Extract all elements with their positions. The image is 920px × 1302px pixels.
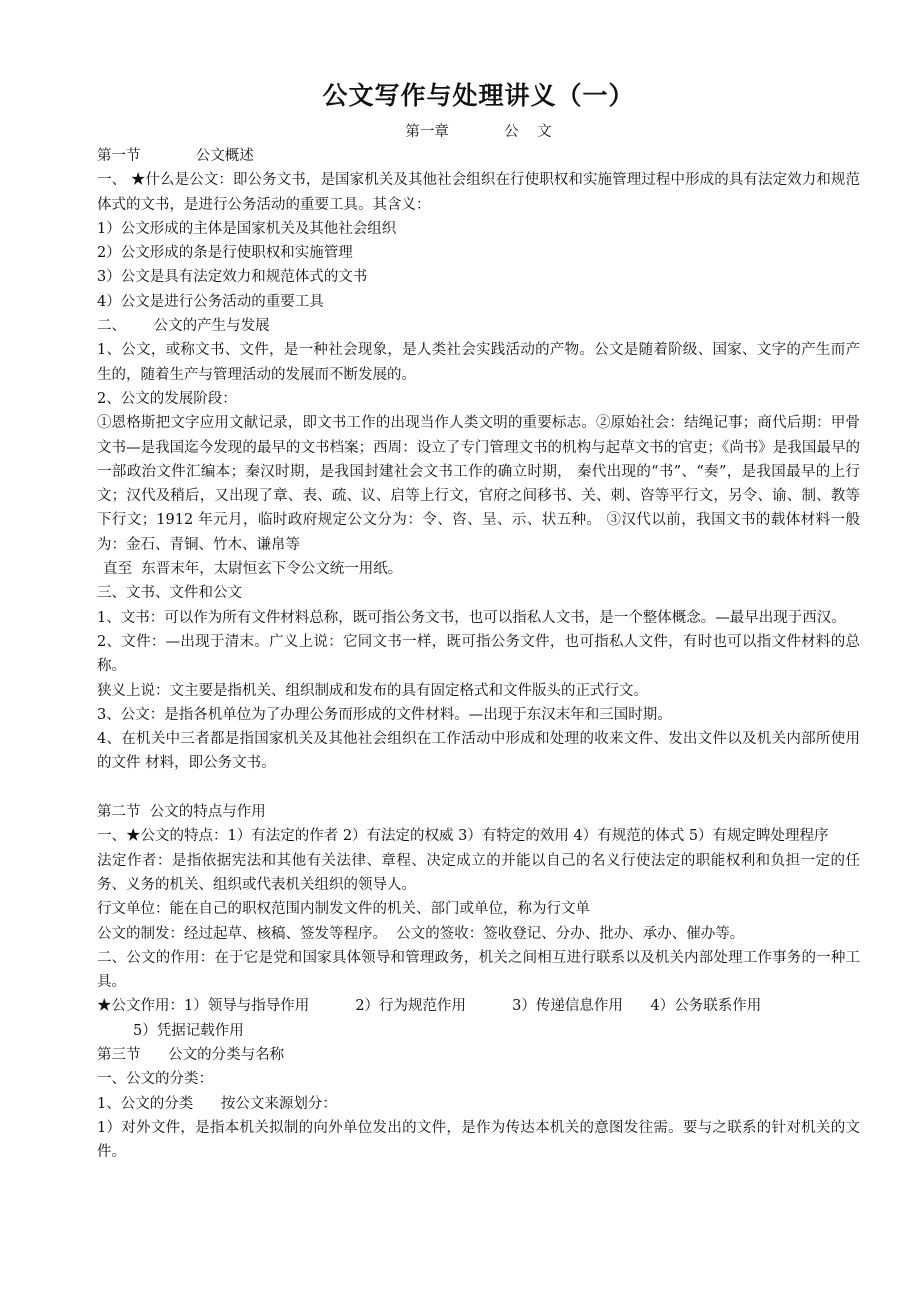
paragraph: 二、公文的作用：在于它是党和国家具体领导和管理政务，机关之间相互进行联系以及机关内部处理工作事务的一种工具。	[97, 949, 860, 991]
chapter-heading: 第一章 公 文	[405, 124, 552, 140]
paragraph: 1）对外文件，是指本机关拟制的向外单位发出的文件，是作为传达本机关的意图发往需。要与之联系的针对机关的文件。	[97, 1119, 860, 1161]
text-line: 2）公文形成的条是行使职权和实施管理	[97, 245, 353, 262]
document-title: 公文写作与处理讲义（一）	[322, 81, 635, 110]
text-line: 1、公文的分类 按公文来源划分：	[97, 1095, 337, 1112]
text-line: 三、文书、文件和公文	[97, 585, 242, 602]
text-line: 一、公文的分类：	[97, 1071, 213, 1088]
blank-line	[97, 776, 860, 800]
document-body	[97, 144, 860, 1164]
text-line: 2、公文的发展阶段：	[97, 390, 237, 407]
paragraph: 法定作者：是指依据宪法和其他有关法律、章程、决定成立的并能以自己的名义行使法定的职能权利和负担一定的任务、义务的机关、组织或代表机关组织的领导人。	[97, 852, 860, 893]
text-line: 第二节 公文的特点与作用	[97, 804, 266, 821]
text-line: 公文的制发：经过起草、核稿、签发等程序。 公文的签收：签收登记、分办、批办、承办、催办等。	[97, 925, 745, 942]
text-line: ★公文作用：1）领导与指导作用 2）行为规范作用 3）传递信息作用 4）公务联系作用	[97, 998, 762, 1015]
paragraph: 1、文书：可以作为所有文件材料总称，既可指公务文书，也可以指私人文书，是一个整体概念。—最早出现于西汉。	[97, 609, 846, 626]
text-line: 4）公文是进行公务活动的重要工具	[97, 293, 324, 310]
text-line: 3）公文是具有法定效力和规范体式的文书	[97, 269, 368, 286]
text-line: 狭义上说：文主要是指机关、组织制成和发布的具有固定格式和文件版头的正式行文。	[97, 682, 648, 699]
text-line: 行文单位：能在自己的职权范围内制发文件的机关、部门或单位，称为行文单	[97, 901, 590, 918]
paragraph: 一、 ★什么是公文：即公务文书，是国家机关及其他社会组织在行使职权和实施管理过程中形成的具有法定效力和规范体式的文书，是进行公务活动的重要工具。其含义：	[97, 172, 860, 213]
paragraph: 1、公文，或称文书、文件，是一种社会现象，是人类社会实践活动的产物。公文是随着阶级、国家、文字的产生而产生的，随着生产与管理活动的发展而不断发展的。	[97, 342, 860, 383]
text-line: 第三节 公文的分类与名称	[97, 1046, 285, 1063]
text-line: 直至 东晋末年，太尉恒玄下令公文统一用纸。	[103, 561, 403, 578]
paragraph: 4、在机关中三者都是指国家机关及其他社会组织在工作活动中形成和处理的收来文件、发出文件以及机关内部所使用的文件 材料，即公务文书。	[97, 731, 860, 772]
paragraph: 一、★公文的特点：1）有法定的作者 2）有法定的权威 3）有特定的效用 4）有规范的体式 5）有规定睥处理程序	[97, 828, 829, 845]
text-line: 二、 公文的产生与发展	[97, 318, 270, 335]
text-line: 3、公文：是指各机单位为了办理公务而形成的文件材料。—出现于东汉末年和三国时期。	[97, 706, 672, 723]
paragraph: 2、文件：—出现于清末。广义上说：它同文书一样，既可指公务文件，也可指私人文件，有时也可以指文件材料的总称。	[97, 633, 860, 675]
text-line: 第一节 公文概述	[97, 148, 254, 164]
text-line: 1）公文形成的主体是国家机关及其他社会组织	[97, 220, 397, 237]
paragraph: ①恩格斯把文字应用文献记录，即文书工作的出现当作人类文明的重要标志。②原始社会：结绳记事；商代后期：甲骨文书—是我国迄今发现的最早的文书档案；西周：设立了专门管理文书的机构与起草文书的官吏；《尚书》是我国最早的一部政治文件汇编本；秦汉时期，是我国封建社会文书工作的确立时期， 秦代出现的“书”、“奏”，是我国最早的上行文；汉代及稍后，又出现了章、表、疏、议、启等上行文，官府之间移书、关、刺、咨等平行文，另令、谕、制、教等下行文；1912 年元月，临时政府规定公文分为：令、咨、呈、示、状五种。 ③汉代以前，我国文书的载体材料一般为：金石、青铜、竹木、谦帛等	[97, 415, 860, 553]
text-line: 5）凭据记载作用	[133, 1022, 244, 1039]
